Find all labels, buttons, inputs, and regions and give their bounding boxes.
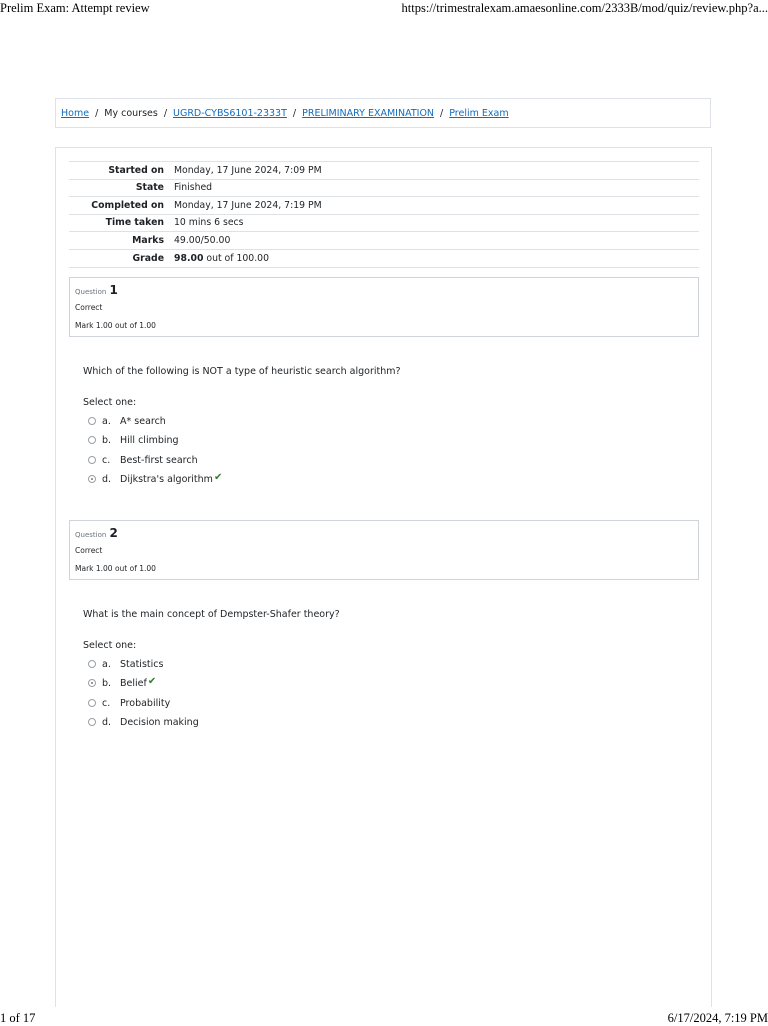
option-letter: d. [102,473,112,485]
question-2-info [69,520,699,580]
check-icon: ✔ [147,675,157,687]
breadcrumb-course-link[interactable]: UGRD-CYBS6101-2333T [173,107,287,119]
attempt-summary-table [69,161,699,268]
summary-row-grade [69,249,699,267]
radio-button[interactable] [88,718,96,726]
question-number [75,283,118,297]
print-header [0,0,768,16]
question-state: Correct [75,303,103,312]
radio-button-selected[interactable] [88,679,96,687]
question-mark: Mark 1.00 out of 1.00 [75,564,156,573]
grade-value: 98.00 [174,252,204,264]
question-2-option-a[interactable] [88,657,163,671]
option-text: Hill climbing [120,434,179,446]
breadcrumb-separator: / [292,107,297,119]
breadcrumb [55,98,711,128]
option-text: Decision making [120,716,199,728]
option-text: Best-first search [120,454,198,466]
question-1-option-c[interactable] [88,453,198,467]
question-number-value: 2 [109,526,118,540]
question-1-option-d[interactable] [88,472,222,486]
question-1-info [69,277,699,337]
radio-button[interactable] [88,436,96,444]
radio-button[interactable] [88,660,96,668]
summary-value: Monday, 17 June 2024, 7:19 PM [174,197,699,215]
question-2-option-d[interactable] [88,715,199,729]
summary-label: Completed on [69,197,174,215]
option-letter: d. [102,716,112,728]
question-2-text: What is the main concept of Dempster-Shafer theory? [83,609,340,620]
breadcrumb-separator: / [95,107,99,119]
summary-row-started [69,162,699,180]
radio-button[interactable] [88,699,96,707]
breadcrumb-home-link[interactable]: Home [61,107,90,119]
option-letter: a. [102,415,111,427]
question-1-option-a[interactable] [88,414,166,428]
summary-value [174,249,699,267]
summary-label: Time taken [69,214,174,232]
question-2-option-c[interactable] [88,696,170,710]
print-datetime: 6/17/2024, 7:19 PM [667,1011,768,1025]
option-text: A* search [120,415,166,427]
breadcrumb-separator: / [440,107,444,119]
print-page-number: 1 of 17 [0,1011,36,1025]
question-state: Correct [75,546,103,555]
summary-value: 49.00/50.00 [174,232,699,250]
option-letter: b. [102,434,112,446]
question-1-text: Which of the following is NOT a type of heuristic search algorithm? [83,366,401,377]
breadcrumb-separator: / [163,107,168,119]
radio-button-selected[interactable] [88,475,96,483]
summary-row-time [69,214,699,232]
question-number [75,526,118,540]
summary-row-marks [69,232,699,250]
summary-row-completed [69,197,699,215]
breadcrumb-quiz-link[interactable]: Prelim Exam [449,107,509,119]
check-icon: ✔ [213,471,223,483]
summary-value: Finished [174,179,699,197]
breadcrumb-section-link[interactable]: PRELIMINARY EXAMINATION [302,107,435,119]
question-prefix: Question [75,288,107,296]
option-letter: a. [102,658,111,670]
question-prefix: Question [75,531,107,539]
radio-button[interactable] [88,456,96,464]
summary-label: Marks [69,232,174,250]
option-text: Statistics [120,658,164,670]
question-mark: Mark 1.00 out of 1.00 [75,321,156,330]
question-number-value: 1 [109,283,118,297]
question-2-option-b[interactable] [88,676,156,690]
option-letter: c. [102,454,111,466]
option-text: Belief [120,677,147,689]
summary-label: State [69,179,174,197]
select-one-prompt: Select one: [83,397,137,408]
summary-label: Grade [69,249,174,267]
grade-suffix: out of 100.00 [203,252,270,264]
select-one-prompt: Select one: [83,640,137,651]
option-letter: c. [102,697,111,709]
print-page-title: Prelim Exam: Attempt review [0,1,150,15]
radio-button[interactable] [88,417,96,425]
option-letter: b. [102,677,112,689]
print-url: https://trimestralexam.amaesonline.com/2333B/mod/quiz/review.php?a... [401,1,768,15]
summary-label: Started on [69,162,174,180]
summary-row-state [69,179,699,197]
summary-value: 10 mins 6 secs [174,214,699,232]
option-text: Probability [120,697,171,709]
option-text: Dijkstra's algorithm [120,473,213,485]
summary-value: Monday, 17 June 2024, 7:09 PM [174,162,699,180]
question-1-option-b[interactable] [88,433,179,447]
breadcrumb-my-courses: My courses [104,107,158,119]
